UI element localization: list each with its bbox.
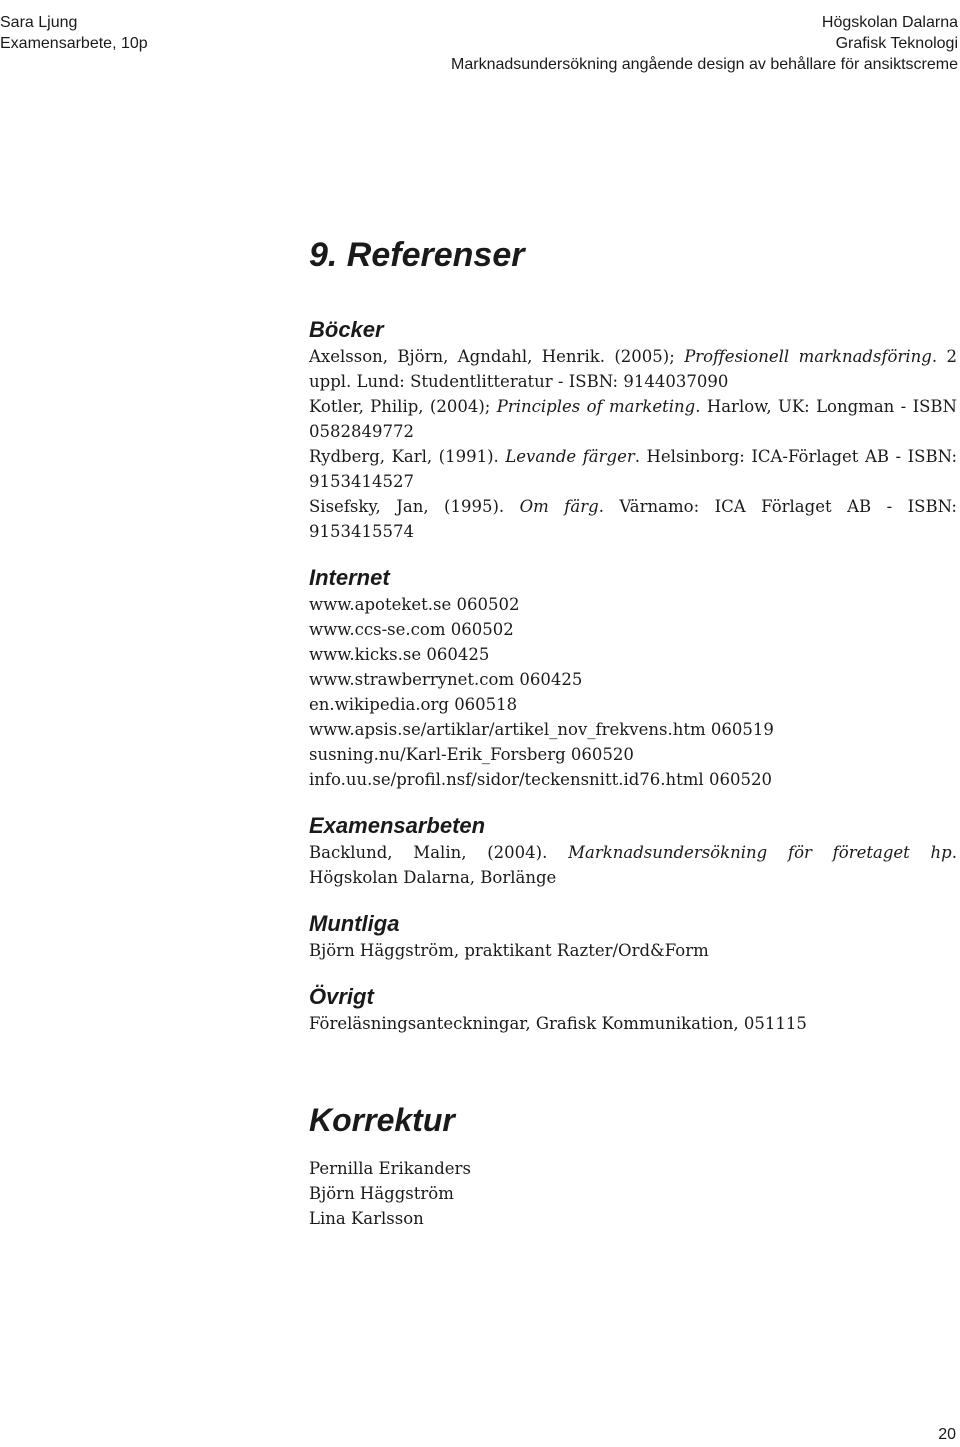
book-reference: Sisefsky, Jan, (1995). Om färg. Värnamo: ICA Förlaget AB - ISBN: 9153415574 (309, 497, 957, 541)
section-other (309, 983, 957, 1036)
internet-reference: www.apoteket.se 060502 (309, 595, 520, 614)
internet-reference: www.ccs-se.com 060502 (309, 620, 514, 639)
book-title: Levande färger (505, 447, 635, 466)
section-heading: Examensarbeten (309, 813, 486, 838)
section-heading: Övrigt (309, 984, 374, 1009)
book-title: Proffesionell marknadsföring (684, 347, 932, 366)
author-name: Sara Ljung (0, 14, 78, 31)
chapter-title: 9. Referenser (309, 236, 525, 274)
section-heading: Internet (309, 565, 390, 590)
proofreader-name: Lina Karlsson (309, 1209, 424, 1228)
book-reference: Kotler, Philip, (2004); Principles of marketing. Harlow, UK: Longman - ISBN 0582849772 (309, 397, 957, 441)
internet-reference: www.kicks.se 060425 (309, 645, 490, 664)
book-title: Om färg (519, 497, 599, 516)
internet-reference: www.apsis.se/artiklar/artikel_nov_frekvens.htm 060519 (309, 720, 774, 739)
section-oral (309, 910, 957, 963)
proofreader-name: Pernilla Erikanders (309, 1159, 471, 1178)
exam-title: Marknadsundersökning för företaget hp (568, 843, 952, 862)
exam-reference: Backlund, Malin, (2004). Marknadsundersökning för företaget hp. Högskolan Dalarna, Borlänge (309, 843, 957, 887)
proofreading-heading: Korrektur (309, 1102, 455, 1138)
section-proofreading (309, 1098, 957, 1231)
section-heading: Muntliga (309, 911, 400, 936)
book-title: Principles of marketing (496, 397, 696, 416)
page-header-right (451, 12, 958, 75)
other-reference: Föreläsningsanteckningar, Grafisk Kommunikation, 051115 (309, 1014, 807, 1033)
book-reference: Axelsson, Björn, Agndahl, Henrik. (2005); Proffesionell marknadsföring. 2 uppl. Lund: Studentlitteratur - ISBN: 9144037090 (309, 347, 957, 391)
page-number: 20 (938, 1426, 956, 1443)
department: Grafisk Teknologi (835, 35, 958, 52)
book-reference: Rydberg, Karl, (1991). Levande färger. Helsinborg: ICA-Förlaget AB - ISBN: 9153414527 (309, 447, 958, 491)
section-heading: Böcker (309, 317, 384, 342)
thesis-type: Examensarbete, 10p (0, 35, 148, 52)
internet-reference: en.wikipedia.org 060518 (309, 695, 518, 714)
oral-reference: Björn Häggström, praktikant Razter/Ord&Form (309, 941, 709, 960)
section-internet (309, 564, 957, 792)
internet-reference: info.uu.se/profil.nsf/sidor/teckensnitt.id76.html 060520 (309, 770, 772, 789)
institution: Högskolan Dalarna (821, 14, 958, 31)
proofreader-name: Björn Häggström (309, 1184, 454, 1203)
section-books (309, 316, 957, 544)
main-content (309, 232, 957, 1231)
internet-reference: www.strawberrynet.com 060425 (309, 670, 583, 689)
thesis-title: Marknadsundersökning angående design av behållare för ansiktscreme (451, 56, 958, 73)
internet-reference: susning.nu/Karl-Erik_Forsberg 060520 (309, 745, 634, 764)
section-exam (309, 812, 957, 890)
page-header-left (0, 12, 148, 54)
